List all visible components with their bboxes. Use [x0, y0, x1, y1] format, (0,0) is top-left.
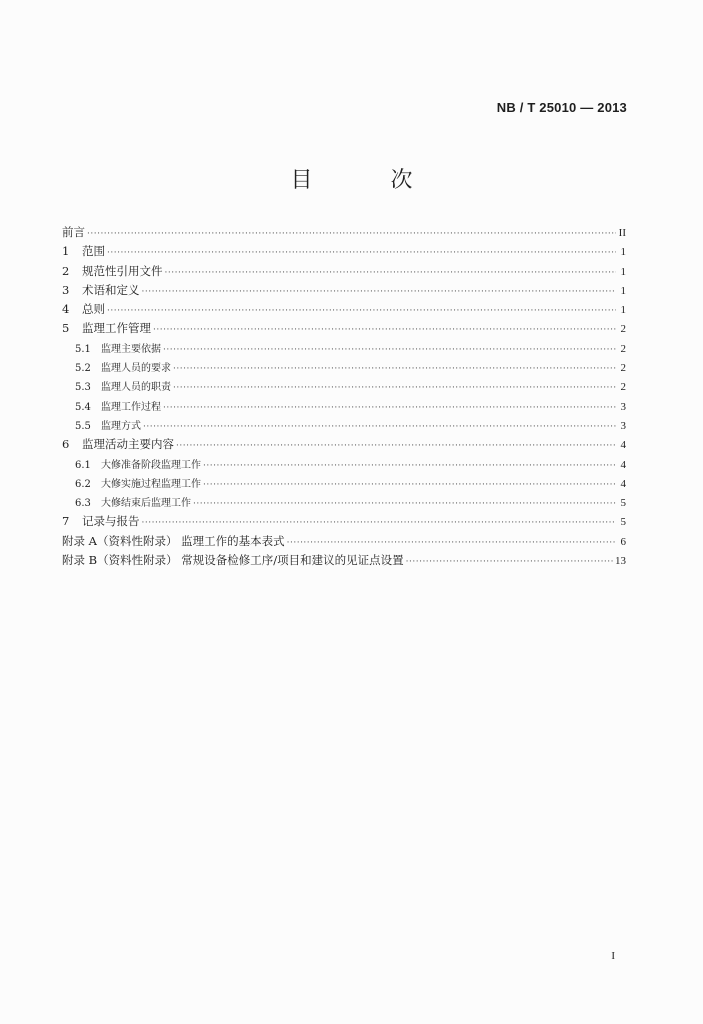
- toc-entry[interactable]: [62, 320, 626, 339]
- toc-entry-label: 大修实施过程监理工作: [101, 478, 201, 490]
- toc-entry-number: 5.3: [75, 382, 91, 394]
- toc-entry-number: 1: [62, 244, 70, 259]
- toc-entry[interactable]: [62, 340, 626, 359]
- toc-entry-label: 规范性引用文件: [82, 263, 163, 278]
- toc-entry[interactable]: [62, 243, 626, 262]
- toc-entry-label: 大修结束后监理工作: [101, 498, 191, 510]
- toc-entry-page: 4: [620, 458, 626, 471]
- toc-dot-leader: [203, 461, 616, 471]
- toc-dot-leader: [163, 403, 616, 413]
- page-title: 目 次: [290, 168, 441, 193]
- toc-entry[interactable]: [62, 513, 626, 532]
- toc-dot-leader: [173, 364, 616, 374]
- toc-dot-leader: [153, 325, 616, 335]
- table-of-contents: [62, 224, 626, 571]
- toc-entry[interactable]: [62, 475, 626, 494]
- toc-dot-leader: [176, 441, 616, 451]
- toc-entry-page: 2: [620, 381, 626, 394]
- toc-entry-number: 5.4: [75, 401, 91, 413]
- toc-entry-label: 监理工作管理: [82, 321, 151, 336]
- toc-entry-page: 1: [620, 284, 626, 297]
- toc-entry-number: 5.2: [75, 363, 91, 375]
- toc-dot-leader: [193, 499, 616, 509]
- toc-entry-number: 6: [62, 437, 70, 452]
- toc-entry-page: 3: [620, 419, 626, 432]
- toc-dot-leader: [142, 287, 617, 297]
- toc-entry-page: 6: [620, 535, 626, 548]
- toc-entry[interactable]: [62, 398, 626, 417]
- toc-entry-label: 前言: [62, 225, 85, 239]
- toc-entry[interactable]: [62, 359, 626, 378]
- toc-entry-page: 5: [620, 516, 626, 529]
- toc-dot-leader: [173, 383, 616, 393]
- toc-entry-label: 监理活动主要内容: [82, 437, 174, 452]
- toc-entry-label: 监理主要依据: [101, 343, 161, 355]
- toc-dot-leader: [287, 538, 616, 548]
- toc-entry[interactable]: [62, 224, 626, 243]
- standard-code: NB / T 25010 — 2013: [496, 100, 627, 115]
- toc-dot-leader: [203, 480, 616, 490]
- toc-entry[interactable]: [62, 417, 626, 436]
- toc-entry-label: 监理人员的要求: [101, 363, 171, 375]
- toc-dot-leader: [165, 268, 617, 278]
- toc-entry-label: 监理人员的职责: [101, 382, 171, 394]
- toc-entry-page: 2: [620, 342, 626, 355]
- toc-entry[interactable]: [62, 552, 626, 571]
- toc-entry-label: 总则: [82, 302, 105, 317]
- toc-entry-label: 附录 B（资料性附录） 常规设备检修工序/项目和建议的见证点设置: [62, 553, 404, 568]
- toc-entry-label: 记录与报告: [82, 514, 140, 529]
- toc-dot-leader: [87, 229, 616, 239]
- toc-entry-number: 6.1: [75, 459, 91, 471]
- toc-entry[interactable]: [62, 301, 626, 320]
- toc-dot-leader: [107, 306, 616, 316]
- toc-dot-leader: [142, 518, 617, 528]
- toc-entry[interactable]: [62, 436, 626, 455]
- toc-entry[interactable]: [62, 456, 626, 475]
- toc-entry-label: 监理工作过程: [101, 401, 161, 413]
- toc-entry-number: 4: [62, 302, 70, 317]
- toc-entry[interactable]: [62, 282, 626, 301]
- toc-entry-number: 5: [62, 321, 70, 336]
- toc-entry-number: 6.2: [75, 478, 91, 490]
- toc-entry[interactable]: [62, 494, 626, 513]
- toc-entry-page: II: [618, 227, 626, 239]
- toc-entry-page: 2: [620, 323, 626, 336]
- toc-entry-page: 2: [620, 362, 626, 375]
- toc-entry-page: 1: [620, 304, 626, 317]
- toc-entry-page: 1: [620, 246, 626, 259]
- toc-entry-number: 7: [62, 514, 70, 529]
- toc-dot-leader: [406, 557, 613, 567]
- toc-entry-number: 3: [62, 282, 70, 297]
- toc-entry-label: 监理方式: [101, 420, 141, 432]
- toc-entry[interactable]: [62, 263, 626, 282]
- toc-entry[interactable]: [62, 533, 626, 552]
- toc-entry-page: 1: [620, 265, 626, 278]
- toc-entry[interactable]: [62, 378, 626, 397]
- toc-entry-number: 6.3: [75, 498, 91, 510]
- toc-entry-page: 4: [620, 477, 626, 490]
- toc-dot-leader: [143, 422, 616, 432]
- toc-entry-label: 术语和定义: [82, 282, 140, 297]
- toc-entry-label: 大修准备阶段监理工作: [101, 459, 201, 471]
- toc-entry-page: 4: [620, 439, 626, 452]
- toc-entry-number: 5.5: [75, 420, 91, 432]
- toc-dot-leader: [107, 248, 616, 258]
- toc-entry-number: 5.1: [75, 343, 91, 355]
- toc-entry-page: 13: [615, 555, 626, 568]
- toc-dot-leader: [163, 345, 616, 355]
- toc-entry-label: 附录 A（资料性附录） 监理工作的基本表式: [62, 533, 285, 548]
- toc-entry-number: 2: [62, 263, 70, 278]
- page-number: I: [611, 950, 615, 962]
- toc-entry-page: 5: [620, 497, 626, 510]
- toc-entry-label: 范围: [82, 244, 105, 259]
- toc-entry-page: 3: [620, 400, 626, 413]
